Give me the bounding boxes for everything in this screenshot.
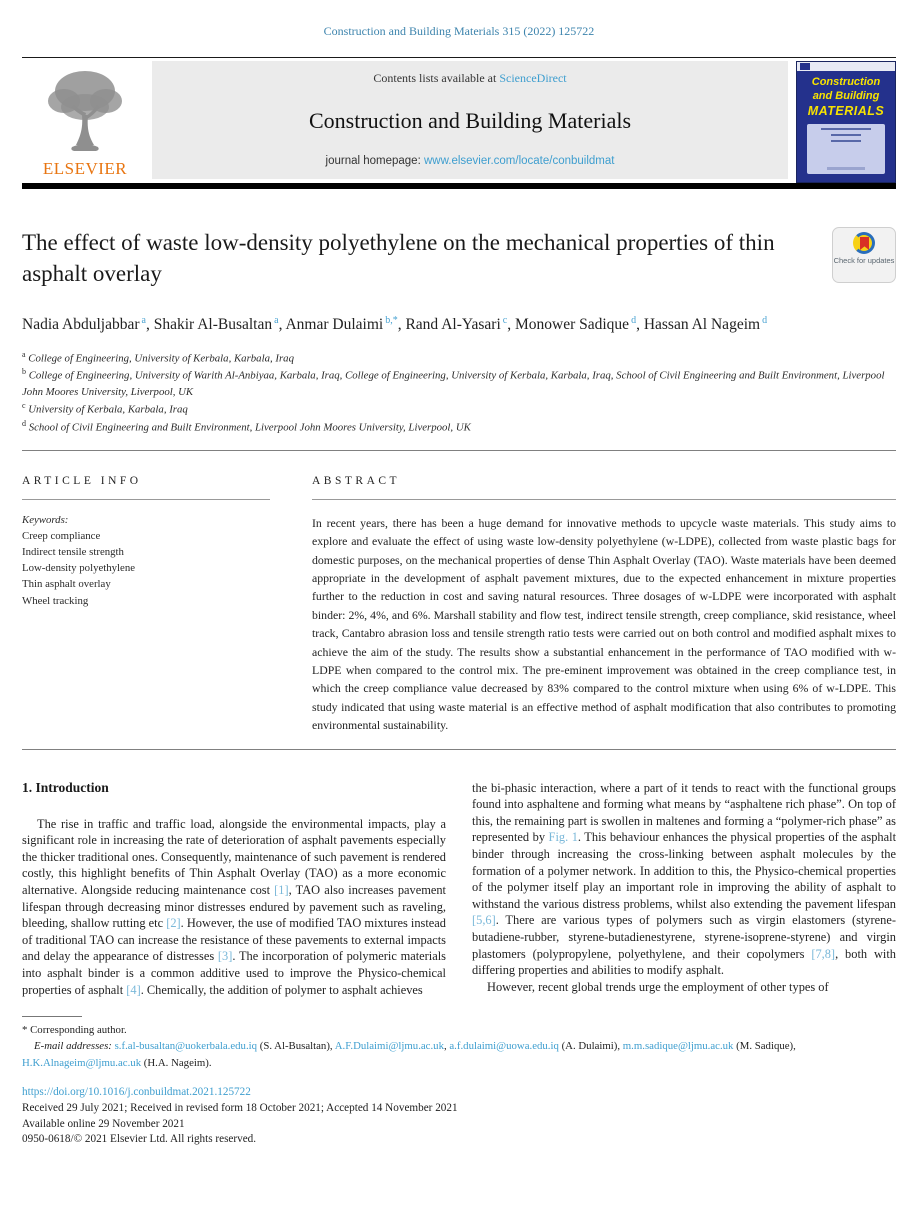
affiliation: $^b$ College of Engineering, University of Warith Al-Anbiyaa, Karbala, Iraq, College of Engineering, University of Kerbala, Karbala, Iraq, School of Civil Engineering and Built Environment, Liverpool John Moores University, Liverpool, UK (22, 367, 885, 399)
text-run: . There are various types of polymers such as virgin elastomers (styrene-butadiene-rubber, styrene-butadienestyrene, styrene-isoprene-styrene) and virgin plastomers (polypropylene, polyethylene, and their copolymers (472, 913, 896, 961)
email-link[interactable]: a.f.dulaimi@uowa.edu.iq (449, 1040, 559, 1053)
masthead-top-rule (22, 57, 896, 58)
citation-link[interactable]: [5,6] (472, 913, 496, 928)
author: Rand Al-Yasari $^c$, (405, 315, 515, 334)
text-run: (M. Sadique), (733, 1040, 796, 1053)
email-link[interactable]: m.m.sadique@ljmu.ac.uk (622, 1040, 734, 1053)
citation-link[interactable]: [1] (274, 882, 289, 897)
author: Monower Sadique $^d$, (514, 315, 644, 334)
text-run: The rise in traffic and traffic load, alongside the environmental impacts, play a significant role in increasing the rate of deterioration of asphalt pavements especially the thicker traditional ones. Consequently, maintenance of such pavement is rendered costly, this highlight benefits of Thin Asphalt Overlay (TAO) as a more economic alternative. Alongside reducing maintenance cost (22, 816, 446, 897)
text-run: , (443, 1040, 450, 1053)
abstract-column (312, 475, 896, 735)
received-dates-line: Received 29 July 2021; Received in revised form 18 October 2021; Accepted 14 November 2021 (22, 1101, 458, 1114)
keyword: Indirect tensile strength (22, 546, 124, 558)
journal-title: Construction and Building Materials (308, 107, 632, 133)
corresponding-author-note: * Corresponding author. (22, 1024, 127, 1037)
available-online-line: Available online 29 November 2021 (22, 1117, 185, 1130)
keyword-list (22, 528, 270, 609)
text-run: . However, the use of modified TAO mixtures instead of traditional TAO can increase the resistance of these pavements to external impacts and delay the appearance of distresses (22, 916, 446, 964)
masthead-center (152, 61, 788, 179)
masthead (22, 59, 896, 181)
introduction-paragraph (22, 816, 446, 999)
body-column-left (22, 780, 446, 999)
check-for-updates-badge[interactable] (832, 227, 896, 283)
abstract-heading: ABSTRACT (312, 474, 401, 487)
email-addresses-label: E-mail addresses: (34, 1040, 112, 1053)
text-run: , TAO also increases pavement lifespan through decreasing minor distresses endured by pavement such as raveling, bleeding, shallow rutting etc (22, 882, 446, 931)
citation-link[interactable]: Fig. 1 (548, 830, 578, 845)
text-run: . The incorporation of polymeric materials into asphalt binder is a common additive used to improve the Physico-chemical properties of asphalt (22, 949, 446, 997)
copyright-line: 0950-0618/© 2021 Elsevier Ltd. All rights reserved. (22, 1133, 257, 1146)
text-run: (A. Dulaimi), (558, 1040, 623, 1053)
article-title: The effect of waste low-density polyethylene on the mechanical properties of thin asphalt overlay (22, 230, 775, 287)
cover-decorative-line (821, 128, 871, 130)
cover-title-line1: Construction (811, 76, 881, 88)
abstract-text: In recent years, there has been a huge demand for innovative methods to upcycle waste materials. This study aims to explore and evaluate the effect of using waste low-density polyethylene (w-LDPE), collected from waste plastic bags for domestic purposes, on the mechanical properties of dense Thin Asphalt Overlay (TAO). Waste materials have been deemed appropriate in the development of asphalt pavement mixtures, due to the expected enhancement in mixture properties further to the reduction in cost and saving natural resources. Three dosages of w-LDPE were incorporated with asphalt binder: 2%, 4%, and 6%. Marshall stability and flow test, indirect tensile strength, creep compliance, skid resistance, wheel track, Cantabro abrasion loss and tensile strength ratio tests were carried out on both control and modified asphalt mixes to achieve the aim of the study. The results show a substantial enhancement in the performance of TAO modified with w-LDPE when compared to the control mix. The pre-eminent improvement was obtained in the creep compliance test, in which the creep compliance value decreased by 83% compared to the control mixture when using 6% of w-LDPE. This study indicated that using waste material is an effective method of asphalt modification that also contributes to promoting environmental sustainability. (312, 515, 896, 733)
author-affiliation-mark[interactable]: a (139, 315, 146, 327)
introduction-section (22, 780, 896, 999)
affiliation-list (22, 349, 896, 436)
email-link[interactable]: s.f.al-busaltan@uokerbala.edu.iq (114, 1040, 258, 1053)
cover-title-line2: and Building (812, 89, 880, 102)
author-affiliation-mark[interactable]: d (629, 315, 637, 327)
keyword: Thin asphalt overlay (22, 578, 111, 591)
info-abstract-section (22, 475, 896, 735)
doi-link[interactable]: https://doi.org/10.1016/j.conbuildmat.2021.125722 (22, 1085, 251, 1098)
abstract-bottom-rule (22, 749, 896, 750)
introduction-heading: 1. Introduction (22, 779, 109, 795)
author-affiliation-mark[interactable]: c (500, 315, 508, 327)
check-for-updates-label: Check for updates (833, 256, 895, 265)
footnote-block (22, 1016, 896, 1071)
elsevier-wordmark: ELSEVIER (42, 159, 128, 178)
article-info-heading: ARTICLE INFO (22, 474, 142, 487)
author-affiliation-mark[interactable]: d (760, 315, 768, 327)
footnote-rule (22, 1016, 82, 1017)
citation-link[interactable]: [4] (126, 982, 141, 997)
section-divider-rule (22, 450, 896, 451)
keywords-label: Keywords: (22, 513, 69, 526)
affiliation: $^c$ University of Kerbala, Karbala, Iraq (22, 401, 188, 416)
text-run: . This behaviour enhances the physical properties of the asphalt binder through increasing the cross-linking between asphalt molecules by the formation of a polymer network. In addition to this, the Physico-chemical properties of the polymer itself play an important role in improving the ability of asphalt to withstand the various distress problems, whilst also extending the pavement lifespan (472, 830, 897, 911)
contents-prefix: Contents lists available at (373, 71, 500, 85)
cover-title-line3: MATERIALS (807, 103, 885, 118)
citation-link[interactable]: [3] (217, 949, 233, 964)
contents-line (160, 71, 780, 86)
affiliation: $^d$ School of Civil Engineering and Built Environment, Liverpool John Moores University, Liverpool, UK (22, 419, 471, 434)
article-info-rule (22, 499, 270, 500)
author: Shakir Al-Busaltan $^a$, (153, 315, 286, 334)
introduction-paragraph: However, recent global trends urge the employment of other types of (487, 979, 829, 994)
article-footer (22, 1085, 896, 1149)
homepage-prefix: journal homepage: (325, 155, 424, 167)
sciencedirect-link[interactable]: ScienceDirect (499, 71, 567, 85)
author-affiliation-mark[interactable]: b,* (383, 315, 398, 327)
text-run: . Chemically, the addition of polymer to asphalt achieves (140, 982, 423, 997)
homepage-line (160, 155, 780, 167)
text-run: (S. Al-Busaltan), (257, 1040, 335, 1053)
citation-link[interactable]: [7,8] (811, 946, 836, 961)
title-row (22, 227, 896, 289)
text-run: , both with differing properties and abilities to modify asphalt. (472, 946, 896, 978)
author: Anmar Dulaimi $^{b,*}$, (285, 315, 406, 334)
keyword: Low-density polyethylene (22, 562, 136, 575)
author: Hassan Al Nageim $^d$ (643, 315, 768, 334)
email-addresses-line (22, 1038, 896, 1070)
cover-mini-logo (800, 63, 810, 70)
article-info-column (22, 475, 270, 735)
journal-cover-thumbnail[interactable] (796, 61, 896, 179)
email-link[interactable]: A.F.Dulaimi@ljmu.ac.uk (334, 1040, 444, 1053)
citation-link[interactable]: [2] (166, 916, 181, 931)
cover-decorative-line (831, 140, 861, 142)
cover-decorative-footer (827, 167, 865, 170)
cover-decorative-line (831, 134, 861, 136)
journal-homepage-link[interactable]: www.elsevier.com/locate/conbuildmat (423, 155, 615, 167)
elsevier-logo[interactable] (22, 59, 148, 181)
text-run: (H.A. Nageim). (141, 1056, 212, 1069)
author: Nadia Abduljabbar $^a$, (22, 315, 154, 334)
abstract-rule (312, 499, 896, 500)
cover-title-text (797, 76, 895, 119)
citation-header: Construction and Building Materials 315 (2022) 125722 (323, 24, 595, 38)
author-list (22, 313, 896, 336)
masthead-bottom-bar (22, 183, 896, 189)
affiliation: $^a$ College of Engineering, University of Kerbala, Karbala, Iraq (22, 349, 294, 365)
introduction-paragraph (472, 780, 896, 979)
keyword: Creep compliance (22, 529, 101, 542)
email-link[interactable]: H.K.Alnageim@ljmu.ac.uk (22, 1056, 142, 1069)
cover-top-strip (797, 62, 895, 71)
email-addresses-links (22, 1040, 796, 1068)
elsevier-tree-icon (42, 65, 128, 157)
author-affiliation-mark[interactable]: a (272, 315, 279, 327)
text-run: the bi-phasic interaction, where a part of it tends to react with the functional groups found into asphaltene and forming what means by “asphaltene rich phase”. On top of this, the remaining part is swollen in maltenes and forming a “polymer-rich phase” as represented by (472, 780, 896, 845)
body-column-right (472, 780, 896, 999)
cover-art (796, 61, 896, 183)
crossmark-icon (853, 232, 875, 254)
keyword: Wheel tracking (22, 594, 89, 607)
